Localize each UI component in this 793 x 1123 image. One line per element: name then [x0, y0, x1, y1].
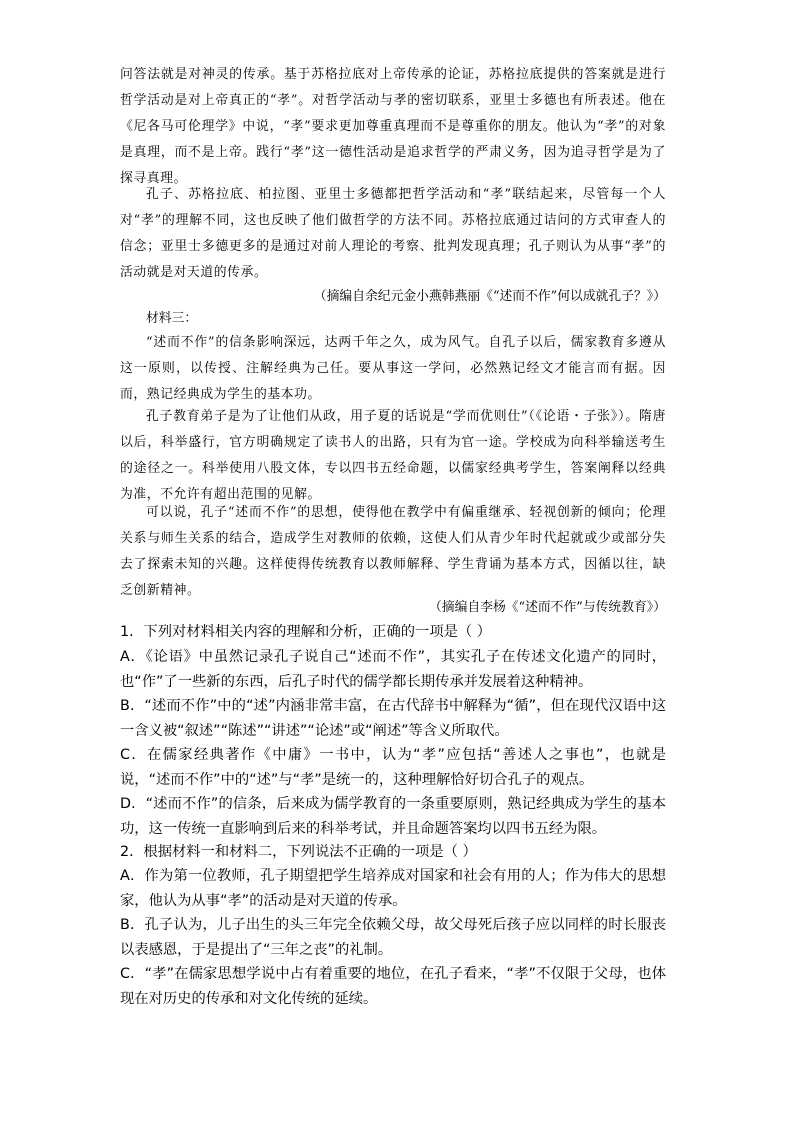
- material3-paragraph-1: “述而不作”的信条影响深远，达两千年之久，成为风气。自孔子以后，儒家教育多遵从这一原则，以传授、注解经典为己任。要从事这一学问，必然熟记经文才能言而有据。因而，熟记经典成为学生的基本功。: [120, 335, 666, 402]
- material3-source: （摘编自李杨《“述而不作”与传统教育》）: [428, 600, 666, 615]
- material3-heading: 材料三：: [146, 311, 198, 326]
- material3-paragraph-3: 可以说，孔子“述而不作”的思想，使得他在教学中有偏重继承、轻视创新的倾向；伦理关系与师生关系的结合，造成学生对教师的依赖，这使人们从青少年时代起就或少或部分失去了探索未知的兴趣。这样使得传统教育以教师解释、学生背诵为基本方式，因循以往，缺乏创新精神。: [120, 505, 666, 598]
- question-2-option-c: C．“孝”在儒家思想学说中占有着重要的地位，在孔子看来，“孝”不仅限于父母，也体现在对历史的传承和对文化传统的延续。: [120, 966, 666, 1007]
- material2-source: （摘编自余纪元金小燕韩燕丽《“述而不作”何以成就孔子？》）: [313, 289, 666, 304]
- material2-paragraph-2: 孔子、苏格拉底、柏拉图、亚里士多德都把哲学活动和“孝”联结起来，尽管每一个人对“孝”的理解不同，这也反映了他们做哲学的方法不同。苏格拉底通过诘问的方式审查人的信念；亚里士多德更多的是通过对前人理论的考察、批判发现真理；孔子则认为从事“孝”的活动就是对天道的传承。: [120, 187, 666, 280]
- material2-paragraph-continued: 问答法就是对神灵的传承。基于苏格拉底对上帝传承的论证，苏格拉底提供的答案就是进行哲学活动是对上帝真正的“孝”。对哲学活动与孝的密切联系，亚里士多德也有所表述。他在《尼各马可伦理学》中说，“孝”要求更加尊重真理而不是尊重你的朋友。他认为“孝”的对象是真理，而不是上帝。践行“孝”这一德性活动是追求哲学的严肃义务，因为追寻哲学是为了探寻真理。: [120, 67, 666, 186]
- question-2-option-b: B．孔子认为，儿子出生的头三年完全依赖父母，故父母死后孩子应以同样的时长服丧以表感恩，于是提出了“三年之丧”的礼制。: [120, 917, 666, 958]
- question-1-option-b: B．“述而不作”中的“述”内涵非常丰富，在古代辞书中解释为“循”，但在现代汉语中这一含义被“叙述”“陈述”“讲述”“论述”或“阐述”等含义所取代。: [120, 698, 666, 739]
- question-1-option-a: A．《论语》中虽然记录孔子说自己“述而不作”，其实孔子在传述文化遗产的同时，也“作”了一些新的东西，后孔子时代的儒学都长期传承并发展着这种精神。: [120, 649, 666, 690]
- question-1-option-c: C．在儒家经典著作《中庸》一书中，认为“孝”应包括“善述人之事也”，也就是说，“述而不作”中的“述”与“孝”是统一的，这种理解恰好切合孔子的观点。: [120, 747, 666, 788]
- question-1-stem: 1．下列对材料相关内容的理解和分析，正确的一项是（ ）: [120, 624, 492, 640]
- question-2-stem: 2．根据材料一和材料二，下列说法不正确的一项是（ ）: [120, 844, 477, 860]
- question-2-option-a: A．作为第一位教师，孔子期望把学生培养成对国家和社会有用的人；作为伟大的思想家，他认为从事“孝”的活动是对天道的传承。: [120, 868, 666, 909]
- material3-paragraph-2: 孔子教育弟子是为了让他们从政，用子夏的话说是“学而优则仕”（《论语・子张》）。隋唐以后，科举盛行，官方明确规定了读书人的出路，只有为官一途。学校成为向科举输送考生的途径之一。科举使用八股文体，专以四书五经命题，以儒家经典考学生，答案阐释以经典为准，不允许有超出范围的见解。: [120, 409, 666, 502]
- question-1-option-d: D．“述而不作”的信条，后来成为儒学教育的一条重要原则，熟记经典成为学生的基本功，这一传统一直影响到后来的科举考试，并且命题答案均以四书五经为限。: [120, 796, 666, 837]
